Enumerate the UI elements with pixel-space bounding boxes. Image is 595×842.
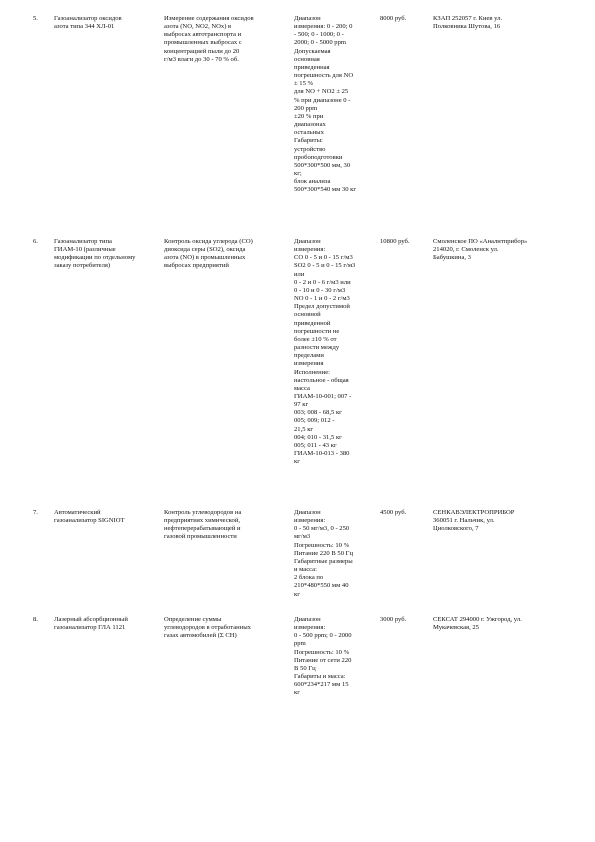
device-name: Автоматический газоанализатор SIGNIOT bbox=[54, 509, 125, 525]
device-purpose: Контроль оксида углерода (СО) диоксида серы (SO2), оксида азота (NO) в промышленных выбросах предприятий bbox=[164, 238, 253, 270]
device-name: Газоанализатор оксидов азота типа 344 ХЛ-01 bbox=[54, 15, 122, 31]
device-manufacturer: СЕКСАТ 294000 г. Ужгород, ул. Мукачевская, 25 bbox=[433, 616, 522, 632]
row-number: 6. bbox=[33, 238, 38, 245]
row-number: 5. bbox=[33, 15, 38, 22]
device-price: 3000 руб. bbox=[380, 616, 407, 623]
device-manufacturer: КЗАП 252057 г. Киев ул. Полковника Шутова, 16 bbox=[433, 15, 503, 31]
device-specifications: Диапазон измерения: 0 - 50 мг/м3, 0 - 250 мг/м3 Погрешность: 10 % Питание 220 В 50 Гц Габаритные размеры и масса: 2 блока по 210*480*550 мм 40 кг bbox=[294, 509, 353, 598]
row-number: 7. bbox=[33, 509, 38, 516]
device-name: Газоанализатор типа ГИАМ-10 (различные модификации по отдельному заказу потребителя) bbox=[54, 238, 136, 270]
row-number: 8. bbox=[33, 616, 38, 623]
device-purpose: Измерение содержания оксидов азота (NO, NO2, NOx) в выбросах автотранспорта и промышленных выбросах с концентрацией пыли до 20 г/м3 влаги до 30 - 70 % об. bbox=[164, 15, 254, 63]
device-manufacturer: СЕНКАВЭЛЕКТРОПРИБОР 360051 г. Нальчик, ул. Циолковского, 7 bbox=[433, 509, 515, 533]
device-specifications: Диапазон измерения: 0 - 200; 0 - 500; 0 - 1000; 0 - 2000; 0 - 5000 ppm Допускаемая основная приведенная погрешность для NO ± 15 % для NO + NO2 ± 25 % при диапазоне 0 - 200 ppm ±20 % при диапазонах остальных Габариты: устройство пробоподготовки 500*300*500 мм, 30 кг; блок анализа 500*300*540 мм 30 кг bbox=[294, 15, 357, 194]
device-specifications: Диапазон измерения: CO 0 - 5 и 0 - 15 г/м3 SO2 0 - 5 и 0 - 15 г/м3 или 0 - 2 и 0 - 6 г/м3 или 0 - 10 и 0 - 30 г/м3 NO 0 - 1 и 0 - 2 г/м3 Предел допустимой основной приведенной погрешности не более ±10 % от разности между пределами измерения Исполнение: настольное - общая масса ГИАМ-10-001; 007 - 97 кг 003; 008 - 68,5 кг 005; 009; 012 - 21,5 кг 004; 010 - 31,5 кг 005; 011 - 43 кг ГИАМ-10-013 - 380 кг bbox=[294, 238, 356, 466]
device-price: 4500 руб. bbox=[380, 509, 407, 516]
device-price: 8000 руб. bbox=[380, 15, 407, 22]
device-manufacturer: Смоленское ПО «Аналитприбор» 214020, г. Смоленск ул. Бабушкина, 3 bbox=[433, 238, 528, 262]
device-purpose: Определение суммы углеводородов в отработанных газах автомобилей (Σ СН) bbox=[164, 616, 251, 640]
device-specifications: Диапазон измерения: 0 - 500 ppm; 0 - 2000 ppm Погрешность: 10 % Питание от сети 220 В 50 Гц Габариты и масса: 600*234*217 мм 15 кг bbox=[294, 616, 352, 697]
device-price: 10800 руб. bbox=[380, 238, 410, 245]
device-name: Лазерный абсорбционный газоанализатор ГЛА 1121 bbox=[54, 616, 128, 632]
device-purpose: Контроль углеводородов на предприятиях химической, нефтеперерабатывающей и газовой промышленности bbox=[164, 509, 242, 541]
